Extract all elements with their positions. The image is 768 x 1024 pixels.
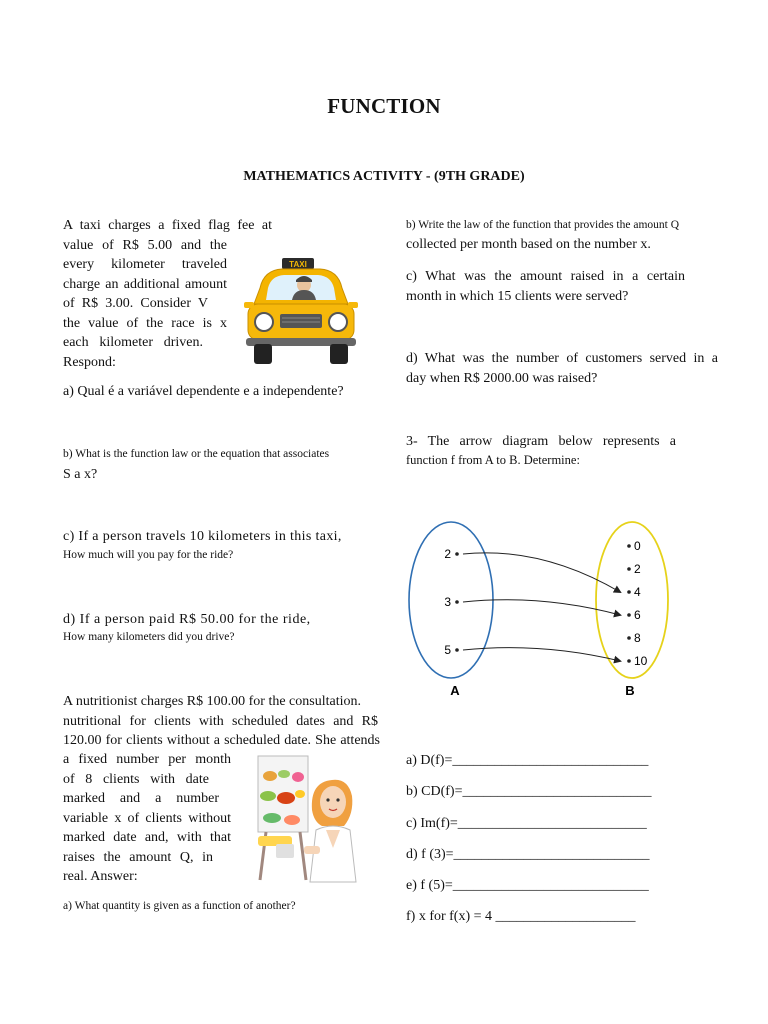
nutritionist-line: marked date and, with that: [63, 830, 231, 845]
nutritionist-line: A nutritionist charges R$ 100.00 for the consultation.: [63, 694, 361, 709]
question-3-line2: function f from A to B. Determine:: [406, 452, 580, 467]
set-b-element: 0: [634, 539, 641, 553]
taxi-question-b-line1: b) What is the function law or the equation that associates: [63, 448, 330, 460]
set-b-dot: [627, 590, 631, 594]
taxi-intro-line: of R$ 3.00. Consider V: [63, 296, 208, 311]
page-title: FUNCTION: [327, 94, 441, 118]
nutritionist-line: real. Answer:: [63, 869, 138, 884]
taxi-intro-line: A taxi charges a fixed flag fee at: [63, 218, 272, 233]
taxi-intro-line: charge an additional amount: [63, 276, 227, 292]
taxi-intro-line: the value of the race is x: [63, 315, 227, 331]
nutritionist-illustration: [236, 752, 372, 884]
nutritionist-line: marked and a number: [63, 791, 219, 806]
set-b-dot: [627, 567, 631, 571]
taxi-intro-line: Respond:: [63, 354, 116, 370]
nutritionist-line: variable x of clients without: [63, 810, 231, 826]
answer-domain[interactable]: a) D(f)=____________________________: [406, 753, 649, 768]
taxi-question-b-line2: S a x?: [63, 467, 98, 482]
right-question-c-line1: c) What was the amount raised in a certain: [406, 269, 685, 284]
answer-image[interactable]: c) Im(f)=___________________________: [406, 816, 647, 831]
arrow-diagram: [404, 516, 676, 700]
nutritionist-intro-full: [63, 692, 380, 751]
set-a-element: 2: [444, 547, 451, 561]
nutritionist-line: nutritional for clients with scheduled dates and R$: [63, 713, 378, 729]
set-b-element: 2: [634, 562, 641, 576]
taxi-intro-line: each kilometer driven.: [63, 335, 203, 350]
answer-codomain[interactable]: b) CD(f)=___________________________: [406, 784, 652, 799]
taxi-question-c-line1: c) If a person travels 10 kilometers in this taxi,: [63, 529, 342, 544]
nutritionist-line: of 8 clients with date: [63, 771, 209, 787]
taxi-intro: [63, 216, 272, 372]
set-b-element: 6: [634, 608, 641, 622]
answer-f-of-5[interactable]: e) f (5)=____________________________: [406, 878, 649, 893]
answer-x-for-f-x-4[interactable]: f) x for f(x) = 4 ____________________: [406, 909, 636, 924]
taxi-intro-line: value of R$ 5.00 and the: [63, 237, 227, 253]
question-3-line1: 3- The arrow diagram below represents a: [406, 434, 676, 449]
taxi-question-a: a) Qual é a variável dependente e a independente?: [63, 384, 344, 399]
right-question-d-line1: d) What was the number of customers served in a: [406, 351, 718, 366]
nutritionist-line: a fixed number per month: [63, 752, 231, 767]
taxi-question-d-line1: d) If a person paid R$ 50.00 for the ride,: [63, 612, 311, 627]
question-3: [406, 432, 676, 468]
taxi-sign-text: TAXI: [289, 260, 307, 269]
set-a-element: 5: [444, 643, 451, 657]
taxi-illustration: [240, 252, 362, 368]
set-b-elements: [627, 539, 647, 668]
nutritionist-line: 120.00 for clients without a scheduled date. She attends: [63, 733, 380, 748]
nutritionist-question-a: a) What quantity is given as a function of another?: [63, 900, 296, 912]
page-subtitle: MATHEMATICS ACTIVITY - (9TH GRADE): [243, 169, 525, 184]
right-question-b-line2: collected per month based on the number x.: [406, 237, 651, 252]
set-a-dot: [455, 552, 459, 556]
set-b-element: 10: [634, 654, 648, 668]
nutritionist-line: raises the amount Q, in: [63, 849, 213, 865]
mapping-arrow: [463, 648, 620, 661]
set-b-dot: [627, 613, 631, 617]
set-b-element: 4: [634, 585, 641, 599]
right-question-c: [406, 267, 685, 306]
set-b-dot: [627, 659, 631, 663]
right-question-b-line1: b) Write the law of the function that provides the amount Q: [406, 219, 680, 231]
taxi-question-c-line2: How much will you pay for the ride?: [63, 549, 234, 561]
set-b-dot: [627, 636, 631, 640]
nutritionist-intro-wrap: [63, 750, 231, 887]
set-a-element: 3: [444, 595, 451, 609]
right-question-c-line2: month in which 15 clients were served?: [406, 288, 629, 304]
right-question-d-line2: day when R$ 2000.00 was raised?: [406, 370, 598, 386]
set-a-label: A: [450, 683, 460, 698]
taxi-question-d-line2: How many kilometers did you drive?: [63, 631, 235, 643]
set-b-dot: [627, 544, 631, 548]
answer-f-of-3[interactable]: d) f (3)=____________________________: [406, 847, 650, 862]
set-a-dot: [455, 648, 459, 652]
right-question-d: [406, 349, 718, 388]
taxi-intro-line: every kilometer traveled: [63, 257, 227, 272]
set-a-dot: [455, 600, 459, 604]
set-a-ellipse: [409, 522, 493, 678]
set-b-element: 8: [634, 631, 641, 645]
set-a-elements: [444, 547, 458, 657]
set-b-label: B: [625, 683, 635, 698]
set-b-ellipse: [596, 522, 668, 678]
